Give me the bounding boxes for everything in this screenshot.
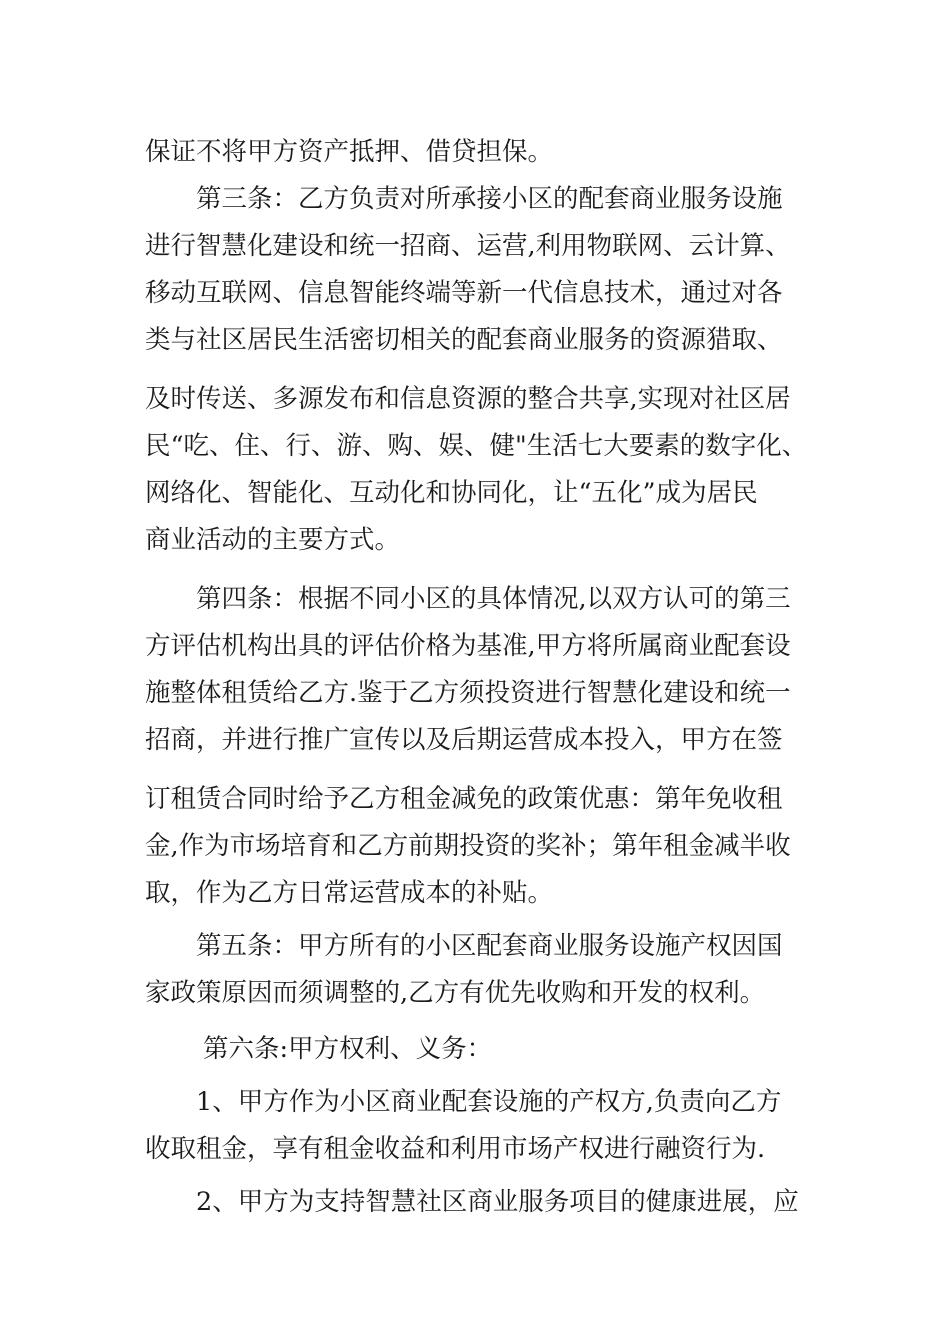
text-line: 家政策原因而须调整的,乙方有优先收购和开发的权利。 — [145, 978, 766, 1008]
article-3-heading-line: 第三条：乙方负责对所承接小区的配套商业服务设施 — [196, 184, 783, 214]
text-line: 招商，并进行推广宣传以及后期运营成本投入，甲方在签 — [145, 725, 783, 755]
text-line: 保证不将甲方资产抵押、借贷担保。 — [145, 137, 554, 167]
text-line: 网络化、智能化、互动化和协同化，让“五化”成为居民 — [145, 478, 758, 508]
text-line: 商业活动的主要方式。 — [145, 525, 401, 555]
text-line: 及时传送、多源发布和信息资源的整合共享,实现对社区居 — [145, 384, 791, 414]
text-line: 取，作为乙方日常运营成本的补贴。 — [145, 878, 554, 908]
article-4-heading-line: 第四条：根据不同小区的具体情况,以双方认可的第三 — [196, 584, 791, 614]
text-line: 方评估机构出具的评估价格为基准,甲方将所属商业配套设 — [145, 631, 791, 661]
list-item-2-line: 2、甲方为支持智慧社区商业服务项目的健康进展，应 — [196, 1187, 799, 1217]
article-6-heading-line: 第六条:甲方权利、义务： — [203, 1034, 493, 1064]
text-line: 金,作为市场培育和乙方前期投资的奖补；第年租金减半收 — [145, 831, 791, 861]
text-line: 移动互联网、信息智能终端等新一代信息技术，通过对各 — [145, 278, 783, 308]
list-item-1-line: 1、甲方作为小区商业配套设施的产权方,负责向乙方 — [196, 1087, 782, 1117]
text-line: 订租赁合同时给予乙方租金减免的政策优惠：第年免收租 — [145, 784, 783, 814]
text-line: 民“吃、住、行、游、购、娱、健"生活七大要素的数字化、 — [145, 431, 808, 461]
text-line: 收取租金，享有租金收益和利用市场产权进行融资行为. — [145, 1134, 766, 1164]
article-5-heading-line: 第五条：甲方所有的小区配套商业服务设施产权因国 — [196, 931, 783, 961]
text-line: 施整体租赁给乙方.鉴于乙方须投资进行智慧化建设和统一 — [145, 678, 791, 708]
text-line: 进行智慧化建设和统一招商、运营,利用物联网、云计算、 — [145, 231, 791, 261]
text-line: 类与社区居民生活密切相关的配套商业服务的资源猎取、 — [145, 325, 783, 355]
